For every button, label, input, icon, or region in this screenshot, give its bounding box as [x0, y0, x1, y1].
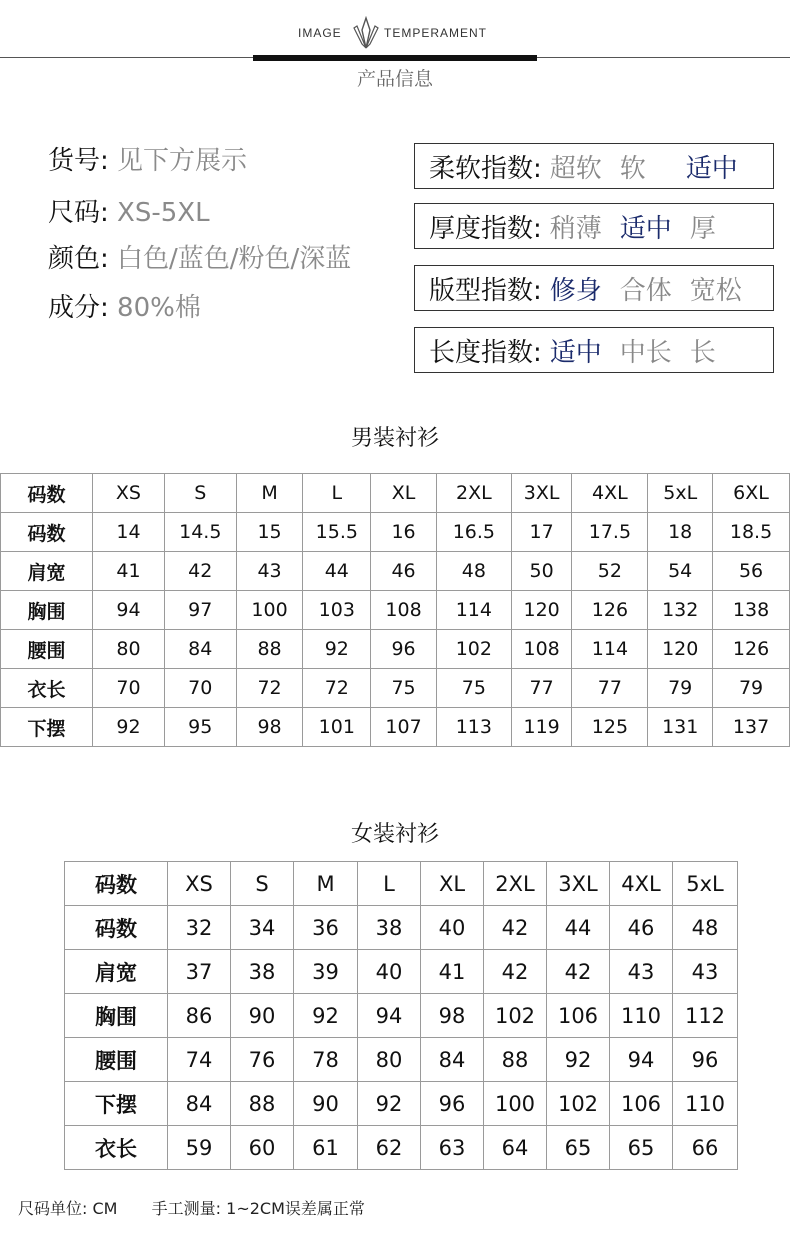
table-cell: 100 [236, 591, 303, 630]
table-cell: 108 [511, 630, 572, 669]
table-row [65, 1126, 738, 1170]
table-header-cell: S [231, 862, 294, 906]
table-cell: 16.5 [436, 513, 511, 552]
table-row [65, 1082, 738, 1126]
table-cell: 106 [547, 994, 610, 1038]
table-row-label: 腰围 [65, 1038, 168, 1082]
index-option: 宽松 [689, 275, 742, 306]
index-option: 超软 [549, 153, 602, 184]
table-cell: 43 [610, 950, 673, 994]
table-cell: 102 [436, 630, 511, 669]
table-row-label: 下摆 [65, 1082, 168, 1126]
info-size [48, 192, 210, 229]
table-cell: 14.5 [164, 513, 236, 552]
table-cell: 75 [371, 669, 437, 708]
info-color-label: 颜色: [48, 244, 109, 274]
table-cell: 62 [358, 1126, 421, 1170]
table-cell: 76 [231, 1038, 294, 1082]
men-size-table [0, 473, 790, 747]
table-cell: 94 [610, 1038, 673, 1082]
table-cell: 110 [673, 1082, 738, 1126]
table-cell: 92 [547, 1038, 610, 1082]
table-cell: 60 [231, 1126, 294, 1170]
table-cell: 125 [572, 708, 648, 747]
table-header-cell: 2XL [484, 862, 547, 906]
table-header-cell: L [303, 474, 371, 513]
table-row [65, 950, 738, 994]
index-option: 厚 [689, 213, 716, 244]
table-cell: 94 [93, 591, 165, 630]
table-cell: 137 [713, 708, 790, 747]
women-table-title: 女装衬衫 [350, 822, 439, 847]
table-cell: 110 [610, 994, 673, 1038]
index-label: 柔软指数: [429, 153, 542, 184]
table-row-label: 肩宽 [1, 552, 93, 591]
table-cell: 103 [303, 591, 371, 630]
table-cell: 38 [358, 906, 421, 950]
table-cell: 80 [93, 630, 165, 669]
table-cell: 44 [547, 906, 610, 950]
table-row-label: 下摆 [1, 708, 93, 747]
table-cell: 90 [294, 1082, 358, 1126]
info-size-label: 尺码: [48, 198, 109, 228]
table-cell: 14 [93, 513, 165, 552]
index-option: 稍薄 [549, 213, 602, 244]
header-accent-bar [253, 55, 537, 61]
table-cell: 88 [236, 630, 303, 669]
table-cell: 78 [294, 1038, 358, 1082]
table-cell: 32 [168, 906, 231, 950]
table-cell: 88 [231, 1082, 294, 1126]
table-cell: 17 [511, 513, 572, 552]
table-cell: 120 [648, 630, 713, 669]
table-header-cell: 5xL [673, 862, 738, 906]
page-header [0, 0, 790, 100]
table-cell: 80 [358, 1038, 421, 1082]
table-header-cell: XS [93, 474, 165, 513]
size-unit-note: 尺码单位: CM [18, 1199, 118, 1218]
table-cell: 18 [648, 513, 713, 552]
table-row [1, 708, 790, 747]
table-header-cell: M [294, 862, 358, 906]
info-material-label: 成分: [48, 293, 109, 323]
table-cell: 95 [164, 708, 236, 747]
table-header-cell: 码数 [65, 862, 168, 906]
table-row [1, 630, 790, 669]
men-table-title: 男装衬衫 [350, 426, 439, 451]
table-row [65, 906, 738, 950]
table-cell: 65 [610, 1126, 673, 1170]
table-cell: 17.5 [572, 513, 648, 552]
table-header-cell: 3XL [511, 474, 572, 513]
table-header-cell: 2XL [436, 474, 511, 513]
thickness-index [414, 203, 774, 249]
table-cell: 40 [421, 906, 484, 950]
table-cell: 86 [168, 994, 231, 1038]
table-cell: 70 [93, 669, 165, 708]
table-row-label: 胸围 [1, 591, 93, 630]
table-header-row [1, 474, 790, 513]
fit-index [414, 265, 774, 311]
table-cell: 79 [713, 669, 790, 708]
table-cell: 98 [236, 708, 303, 747]
table-cell: 112 [673, 994, 738, 1038]
table-header-cell: 4XL [572, 474, 648, 513]
info-material [48, 287, 201, 324]
table-cell: 107 [371, 708, 437, 747]
info-size-value: XS-5XL [117, 198, 210, 228]
table-row-label: 码数 [65, 906, 168, 950]
info-item-no [48, 140, 247, 177]
table-cell: 42 [484, 950, 547, 994]
table-cell: 44 [303, 552, 371, 591]
women-size-table [64, 861, 738, 1170]
index-option-selected: 修身 [549, 275, 602, 306]
table-cell: 98 [421, 994, 484, 1038]
table-cell: 72 [303, 669, 371, 708]
table-cell: 65 [547, 1126, 610, 1170]
table-cell: 84 [168, 1082, 231, 1126]
table-cell: 119 [511, 708, 572, 747]
table-header-cell: XL [371, 474, 437, 513]
table-row [1, 552, 790, 591]
table-cell: 40 [358, 950, 421, 994]
table-cell: 132 [648, 591, 713, 630]
index-option: 长 [689, 337, 716, 368]
table-cell: 92 [303, 630, 371, 669]
table-cell: 75 [436, 669, 511, 708]
table-cell: 74 [168, 1038, 231, 1082]
table-header-cell: 码数 [1, 474, 93, 513]
table-cell: 41 [93, 552, 165, 591]
table-cell: 114 [572, 630, 648, 669]
table-cell: 92 [294, 994, 358, 1038]
table-cell: 138 [713, 591, 790, 630]
table-header-cell: 3XL [547, 862, 610, 906]
index-label: 厚度指数: [429, 213, 542, 244]
table-cell: 102 [484, 994, 547, 1038]
table-cell: 42 [164, 552, 236, 591]
table-cell: 52 [572, 552, 648, 591]
table-row-label: 衣长 [1, 669, 93, 708]
table-cell: 113 [436, 708, 511, 747]
measurement-note [18, 1196, 365, 1219]
table-cell: 48 [673, 906, 738, 950]
table-cell: 96 [371, 630, 437, 669]
table-cell: 64 [484, 1126, 547, 1170]
table-cell: 59 [168, 1126, 231, 1170]
table-row [1, 513, 790, 552]
table-cell: 108 [371, 591, 437, 630]
table-cell: 39 [294, 950, 358, 994]
table-header-cell: L [358, 862, 421, 906]
table-row-label: 码数 [1, 513, 93, 552]
table-cell: 34 [231, 906, 294, 950]
table-cell: 92 [93, 708, 165, 747]
info-material-value: 80%棉 [117, 293, 201, 323]
table-cell: 18.5 [713, 513, 790, 552]
info-item-no-value: 见下方展示 [117, 146, 248, 176]
table-cell: 41 [421, 950, 484, 994]
index-label: 长度指数: [429, 337, 542, 368]
table-cell: 42 [484, 906, 547, 950]
info-color [48, 238, 351, 275]
table-row [1, 669, 790, 708]
table-cell: 38 [231, 950, 294, 994]
table-cell: 100 [484, 1082, 547, 1126]
table-cell: 90 [231, 994, 294, 1038]
leaf-logo-icon [351, 16, 381, 50]
tolerance-note: 手工测量: 1~2CM误差属正常 [151, 1199, 365, 1218]
table-row [1, 591, 790, 630]
table-header-cell: XS [168, 862, 231, 906]
table-row-label: 肩宽 [65, 950, 168, 994]
table-header-row [65, 862, 738, 906]
header-right-word: TEMPERAMENT [384, 26, 488, 40]
header-left-word: IMAGE [298, 26, 342, 40]
table-cell: 106 [610, 1082, 673, 1126]
index-option: 中长 [619, 337, 672, 368]
table-row-label: 腰围 [1, 630, 93, 669]
table-cell: 126 [713, 630, 790, 669]
table-cell: 43 [236, 552, 303, 591]
table-header-cell: M [236, 474, 303, 513]
table-cell: 63 [421, 1126, 484, 1170]
table-cell: 70 [164, 669, 236, 708]
table-cell: 54 [648, 552, 713, 591]
table-cell: 43 [673, 950, 738, 994]
page-subtitle: 产品信息 [356, 68, 433, 90]
table-cell: 42 [547, 950, 610, 994]
index-option: 合体 [619, 275, 672, 306]
table-cell: 77 [511, 669, 572, 708]
table-row-label: 衣长 [65, 1126, 168, 1170]
table-cell: 37 [168, 950, 231, 994]
table-cell: 92 [358, 1082, 421, 1126]
index-option: 软 [619, 153, 646, 184]
table-cell: 101 [303, 708, 371, 747]
table-cell: 61 [294, 1126, 358, 1170]
index-option-selected: 适中 [685, 153, 738, 184]
table-cell: 96 [673, 1038, 738, 1082]
table-cell: 102 [547, 1082, 610, 1126]
table-cell: 46 [371, 552, 437, 591]
table-cell: 120 [511, 591, 572, 630]
table-cell: 15 [236, 513, 303, 552]
table-header-cell: XL [421, 862, 484, 906]
index-label: 版型指数: [429, 275, 542, 306]
table-cell: 72 [236, 669, 303, 708]
index-option-selected: 适中 [619, 213, 672, 244]
info-item-no-label: 货号: [48, 146, 109, 176]
table-cell: 48 [436, 552, 511, 591]
table-header-cell: 6XL [713, 474, 790, 513]
table-cell: 15.5 [303, 513, 371, 552]
table-cell: 46 [610, 906, 673, 950]
table-row [65, 1038, 738, 1082]
table-header-cell: S [164, 474, 236, 513]
table-row [65, 994, 738, 1038]
table-cell: 84 [164, 630, 236, 669]
table-header-cell: 4XL [610, 862, 673, 906]
table-cell: 96 [421, 1082, 484, 1126]
table-cell: 126 [572, 591, 648, 630]
table-row-label: 胸围 [65, 994, 168, 1038]
softness-index [414, 143, 774, 189]
table-cell: 131 [648, 708, 713, 747]
table-cell: 36 [294, 906, 358, 950]
table-cell: 84 [421, 1038, 484, 1082]
table-cell: 16 [371, 513, 437, 552]
table-cell: 50 [511, 552, 572, 591]
table-cell: 88 [484, 1038, 547, 1082]
info-color-value: 白色/蓝色/粉色/深蓝 [117, 244, 352, 274]
table-cell: 56 [713, 552, 790, 591]
table-cell: 114 [436, 591, 511, 630]
table-cell: 97 [164, 591, 236, 630]
table-cell: 94 [358, 994, 421, 1038]
table-cell: 77 [572, 669, 648, 708]
table-cell: 79 [648, 669, 713, 708]
table-cell: 66 [673, 1126, 738, 1170]
table-header-cell: 5xL [648, 474, 713, 513]
index-option-selected: 适中 [549, 337, 602, 368]
length-index [414, 327, 774, 373]
